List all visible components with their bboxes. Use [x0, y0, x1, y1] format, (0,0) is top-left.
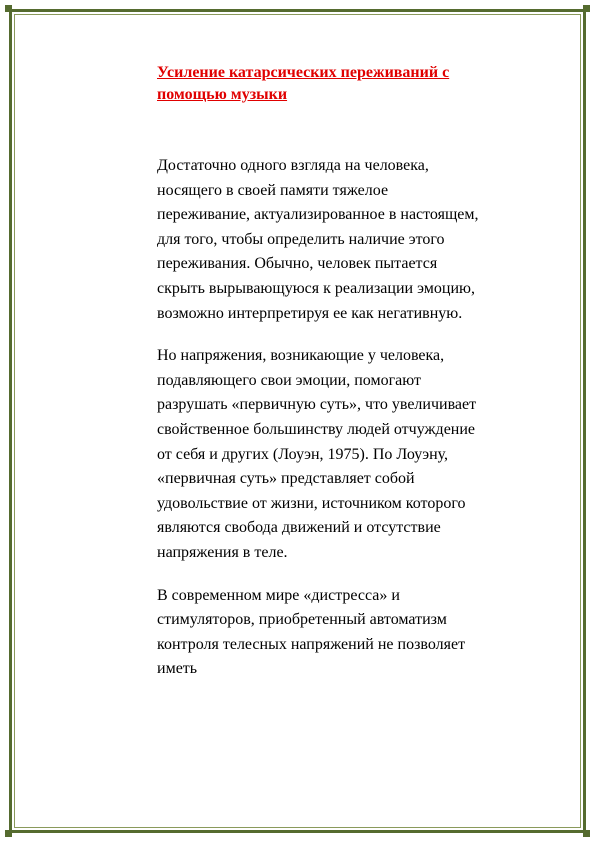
paragraph-2: Но напряжения, возникающие у человека, подавляющего свои эмоции, помогают разрушать «первичную суть», что увеличивает свойственное большинству людей отчуждение от себя и других (Лоуэн, 1975). По Лоуэну, «первичная суть» представляет собой удовольствие от жизни, источником которого являются свобода движений и отсутствие напряжения в теле.: [157, 347, 477, 561]
border-corner-top-right: [583, 5, 590, 12]
document-title: Усиление катарсических переживаний с помощью музыки: [157, 64, 450, 103]
border-corner-top-left: [5, 5, 12, 12]
border-corner-bottom-right: [583, 830, 590, 837]
paragraph-3: В современном мире «дистресса» и стимуляторов, приобретенный автоматизм контроля телесных напряжений не позволяет иметь: [157, 586, 466, 678]
paragraph-1: Достаточно одного взгляда на человека, носящего в своей памяти тяжелое переживание, актуализированное в настоящем, для того, чтобы определить наличие этого переживания. Обычно, человек пытается скрыть вырывающуюся к реализации эмоцию, возможно интерпретируя ее как негативную.: [157, 157, 479, 322]
document-content: [157, 62, 487, 682]
border-corner-bottom-left: [5, 830, 12, 837]
